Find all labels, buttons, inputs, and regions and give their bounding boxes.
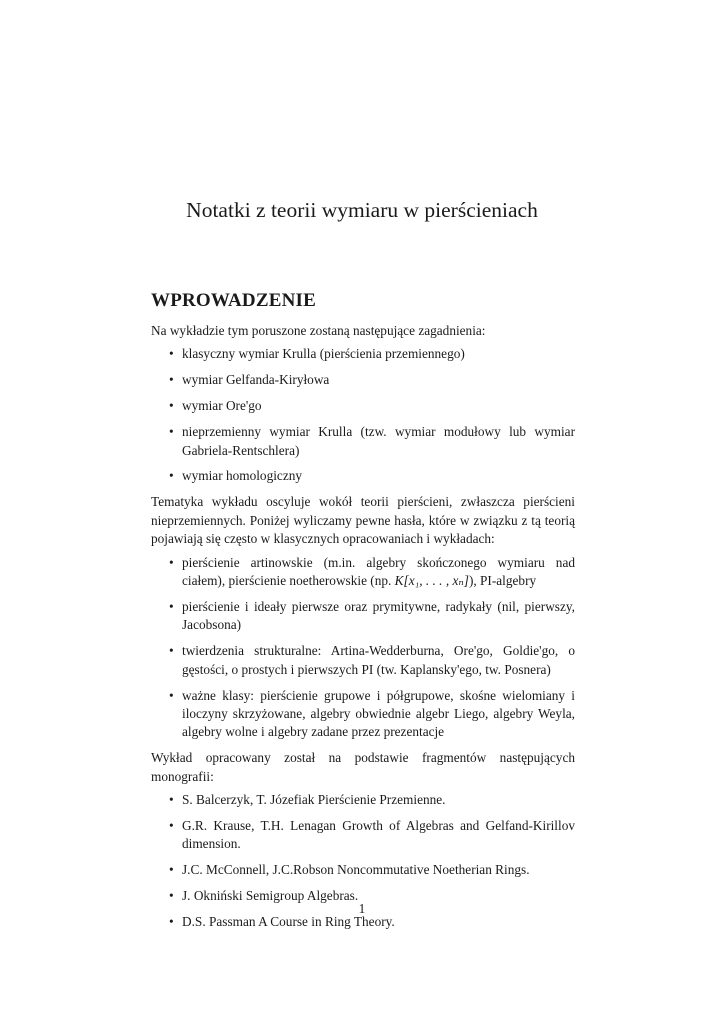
themes-paragraph: Tematyka wykładu oscyluje wokół teorii pierścieni, zwłaszcza pierścieni nieprzemiennych. Poniżej wyliczamy pewne hasła, które w związku z tą teorią pojawiają się często w klasycznych opracowaniach i wykładach: <box>151 494 575 547</box>
list-item-text: ), PI-algebry <box>468 572 537 588</box>
list-item-text: wymiar Ore'go <box>182 398 262 414</box>
keywords-list <box>151 554 575 742</box>
bullet-icon: • <box>169 862 174 878</box>
list-item <box>169 642 575 679</box>
list-item <box>169 791 575 809</box>
list-item-text: S. Balcerzyk, T. Józefiak Pierścienie Przemienne. <box>182 792 446 808</box>
list-item-text: twierdzenia strukturalne: Artina-Wedderburna, Ore'go, Goldie'go, o gęstości, o prostych i pierwszych PI (tw. Kaplansky'ego, tw. Posnera) <box>182 643 575 677</box>
bullet-icon: • <box>169 598 174 614</box>
list-item-text: D.S. Passman A Course in Ring Theory. <box>182 914 395 930</box>
list-item-text: pierścienie artinowskie (m.in. algebry skończonego wymiaru nad ciałem), pierścienie noetherowskie (np. <box>182 554 575 588</box>
list-item <box>169 397 575 415</box>
bullet-icon: • <box>169 888 174 904</box>
bullet-icon: • <box>169 398 174 414</box>
bullet-icon: • <box>169 792 174 808</box>
polynomial-ring-formula: K[x₁, . . . , xₙ] <box>394 572 469 588</box>
bullet-icon: • <box>169 914 174 930</box>
bullet-icon: • <box>169 554 174 570</box>
list-item <box>169 345 575 363</box>
section-heading: WPROWADZENIE <box>151 290 316 311</box>
topics-list <box>151 345 575 485</box>
list-item-text: nieprzemienny wymiar Krulla (tzw. wymiar modułowy lub wymiar Gabriela-Rentschlera) <box>182 424 575 458</box>
list-item-text: wymiar Gelfanda-Kiryłowa <box>182 372 330 388</box>
list-item <box>169 554 575 591</box>
list-item-text: J.C. McConnell, J.C.Robson Noncommutative Noetherian Rings. <box>182 862 530 878</box>
bullet-icon: • <box>169 687 174 703</box>
bullet-icon: • <box>169 372 174 388</box>
list-item-text: klasyczny wymiar Krulla (pierścienia przemiennego) <box>182 346 465 362</box>
list-item <box>169 371 575 389</box>
list-item-text: J. Okniński Semigroup Algebras. <box>182 888 359 904</box>
list-item <box>169 817 575 854</box>
bullet-icon: • <box>169 424 174 440</box>
bullet-icon: • <box>169 817 174 833</box>
list-item-text: pierścienie i ideały pierwsze oraz prymitywne, radykały (nil, pierwszy, Jacobsona) <box>182 598 575 633</box>
bullet-icon: • <box>169 643 174 659</box>
page-number: 1 <box>358 901 366 916</box>
list-item-text: wymiar homologiczny <box>182 468 303 484</box>
list-item <box>169 423 575 460</box>
section-content <box>151 322 575 939</box>
bullet-icon: • <box>169 346 174 362</box>
list-item-text: ważne klasy: pierścienie grupowe i półgrupowe, skośne wielomiany i iloczyny skrzyżowane, algebry obwiednie algebr Liego, algebry Weyla, algebry wolne i algebry zadane przez prezentacje <box>182 687 575 740</box>
bullet-icon: • <box>169 468 174 484</box>
list-item <box>169 687 575 742</box>
list-item <box>169 861 575 879</box>
list-item <box>169 598 575 635</box>
sources-paragraph: Wykład opracowany został na podstawie fragmentów następujących monografii: <box>151 750 575 784</box>
list-item <box>169 467 575 485</box>
intro-paragraph: Na wykładzie tym poruszone zostaną następujące zagadnienia: <box>151 323 486 338</box>
list-item-text: G.R. Krause, T.H. Lenagan Growth of Algebras and Gelfand-Kirillov dimension. <box>182 817 575 852</box>
document-title: Notatki z teorii wymiaru w pierścieniach <box>186 198 538 222</box>
